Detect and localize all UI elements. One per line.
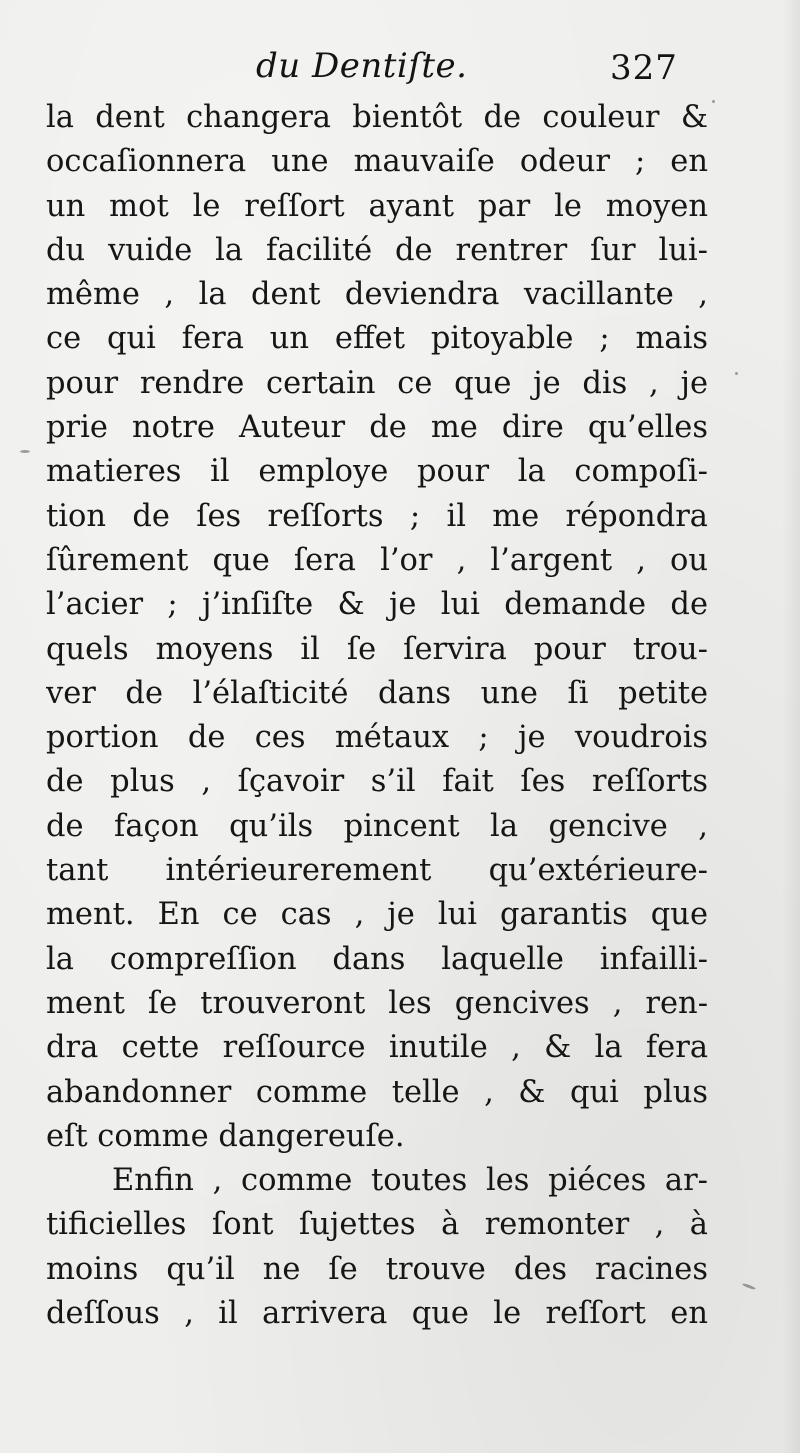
text-line: tion de ſes reſſorts ; il me répondra bbox=[46, 498, 708, 534]
text-line: un mot le reſſort ayant par le moyen bbox=[46, 188, 708, 224]
text-line: ſûrement que ſera l’or , l’argent , ou bbox=[46, 542, 708, 578]
text-line: matieres il employe pour la compoſi- bbox=[46, 454, 708, 490]
paper-speck bbox=[712, 100, 715, 103]
text-line: tant intérieurerement qu’extérieure- bbox=[46, 853, 708, 889]
paragraph-end-line: eſt comme dangereuſe. bbox=[46, 1118, 405, 1154]
text-line: deſſous , il arrivera que le reſſort en bbox=[46, 1296, 708, 1332]
running-head bbox=[0, 46, 800, 96]
text-line: du vuide la facilité de rentrer ſur lui- bbox=[46, 232, 708, 268]
text-line: dra cette reſſource inutile , & la fera bbox=[46, 1030, 708, 1066]
page-edge-shadow bbox=[782, 0, 800, 1453]
text-line: ver de l’élaſticité dans une ſi petite bbox=[46, 675, 708, 711]
text-line: moins qu’il ne ſe trouve des racines bbox=[46, 1251, 708, 1287]
text-line: même , la dent deviendra vacillante , bbox=[46, 277, 708, 313]
text-line: ment ſe trouveront les gencives , ren- bbox=[46, 985, 708, 1021]
text-line: pour rendre certain ce que je dis , je bbox=[46, 365, 708, 401]
text-line: prie notre Auteur de me dire qu’elles bbox=[46, 410, 708, 446]
text-line: la compreſſion dans laquelle infailli- bbox=[46, 941, 708, 977]
paper-speck bbox=[735, 372, 738, 375]
text-line: de façon qu’ils pincent la gencive , bbox=[46, 808, 708, 844]
text-line: quels moyens il ſe ſervira pour trou- bbox=[46, 631, 708, 667]
body-text bbox=[46, 96, 708, 1336]
paper-speck bbox=[742, 1283, 756, 1291]
text-line: tificielles ſont ſujettes à remonter , à bbox=[46, 1207, 708, 1243]
text-line: abandonner comme telle , & qui plus bbox=[46, 1074, 708, 1110]
running-title: du Dentiſte. bbox=[256, 46, 468, 86]
text-line: ment. En ce cas , je lui garantis que bbox=[46, 897, 708, 933]
text-line: de plus , ſçavoir s’il fait ſes reſſorts bbox=[46, 764, 708, 800]
text-line: occaſionnera une mauvaiſe odeur ; en bbox=[46, 144, 708, 180]
text-line: portion de ces métaux ; je voudrois bbox=[46, 720, 708, 756]
text-line: l’acier ; j’inſiſte & je lui demande de bbox=[46, 587, 708, 623]
text-line: la dent changera bientôt de couleur & bbox=[46, 100, 708, 135]
paragraph-start-line: Enfin , comme toutes les piéces ar- bbox=[112, 1163, 708, 1199]
paper-speck bbox=[20, 450, 30, 453]
page-number: 327 bbox=[610, 48, 678, 88]
text-line: ce qui fera un effet pitoyable ; mais bbox=[46, 321, 708, 357]
